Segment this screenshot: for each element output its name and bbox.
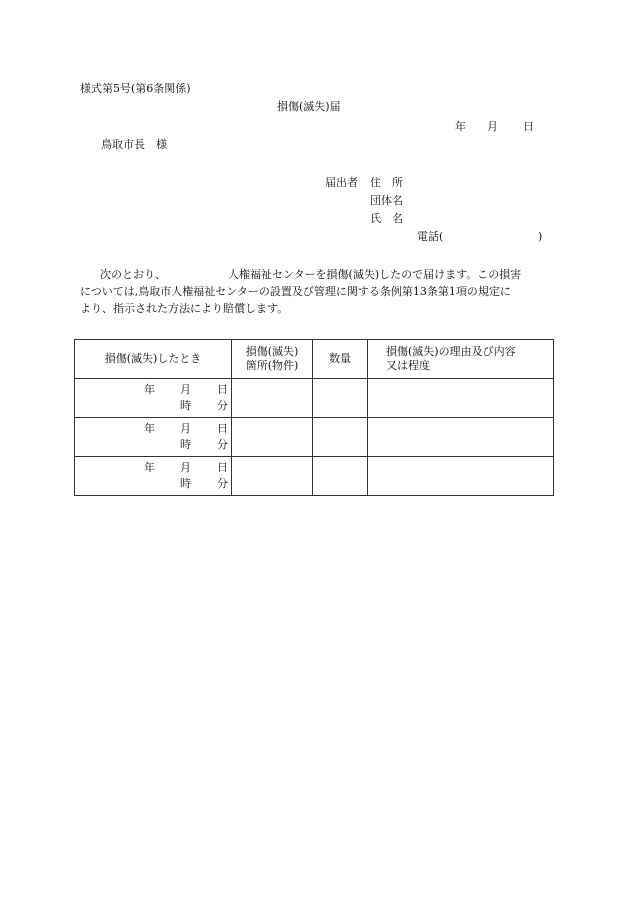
- form-number: 様式第5号(第6条関係): [80, 82, 191, 95]
- body-line-1-start: 次のとおり、: [100, 268, 166, 281]
- header-when: 損傷(滅失)したとき: [75, 340, 232, 379]
- hour-unit: 時: [180, 438, 191, 451]
- minute-unit: 分: [217, 438, 228, 451]
- header-quantity: 数量: [313, 340, 368, 379]
- organization-label: 団体名: [370, 194, 403, 207]
- reason-cell[interactable]: [368, 418, 554, 457]
- quantity-cell[interactable]: [313, 457, 368, 496]
- month-unit: 月: [180, 461, 191, 474]
- date-day-label: 日: [523, 120, 534, 133]
- name-label: 氏 名: [370, 212, 403, 225]
- header-location-line-1: 損傷(滅失): [245, 345, 299, 358]
- date-year-label: 年: [455, 120, 466, 133]
- location-cell[interactable]: [232, 379, 313, 418]
- header-location: [232, 340, 313, 379]
- location-cell[interactable]: [232, 418, 313, 457]
- hour-unit: 時: [180, 477, 191, 490]
- body-line-2: については,鳥取市人権福祉センターの設置及び管理に関する条例第13条第1項の規定に: [80, 285, 511, 298]
- body-line-1: [80, 266, 560, 283]
- when-cell[interactable]: [75, 457, 232, 496]
- quantity-cell[interactable]: [313, 379, 368, 418]
- notifier-label: 届出者: [325, 176, 358, 189]
- when-cell[interactable]: [75, 379, 232, 418]
- phone-close-paren: ): [538, 230, 543, 243]
- when-cell[interactable]: [75, 418, 232, 457]
- header-location-line-2: 箇所(物件): [245, 359, 299, 372]
- day-unit: 日: [217, 383, 228, 396]
- datetime-units: [89, 460, 229, 492]
- minute-unit: 分: [217, 399, 228, 412]
- datetime-units: [89, 421, 229, 453]
- phone-label: 電話(: [417, 230, 444, 243]
- datetime-units: [89, 382, 229, 414]
- body-paragraph: [80, 266, 560, 317]
- date-month-label: 月: [487, 120, 498, 133]
- quantity-cell[interactable]: [313, 418, 368, 457]
- header-reason-line-2: 又は程度: [386, 359, 430, 372]
- month-unit: 月: [180, 422, 191, 435]
- location-cell[interactable]: [232, 457, 313, 496]
- addressee: 鳥取市長 様: [101, 138, 167, 151]
- minute-unit: 分: [217, 477, 228, 490]
- hour-unit: 時: [180, 399, 191, 412]
- body-line-3: より、指示された方法により賠償します。: [80, 302, 289, 315]
- year-unit: 年: [144, 383, 155, 396]
- header-reason-line-1: 損傷(滅失)の理由及び内容: [386, 345, 516, 358]
- document-title: 損傷(滅失)届: [277, 100, 341, 113]
- body-line-1-end: 人権福祉センターを損傷(滅失)したので届けます。この損害: [228, 268, 522, 281]
- day-unit: 日: [217, 461, 228, 474]
- damage-table: [74, 339, 554, 496]
- table-row: [75, 379, 554, 418]
- address-label: 住 所: [370, 176, 403, 189]
- day-unit: 日: [217, 422, 228, 435]
- month-unit: 月: [180, 383, 191, 396]
- table-row: [75, 457, 554, 496]
- reason-cell[interactable]: [368, 379, 554, 418]
- year-unit: 年: [144, 422, 155, 435]
- table-header-row: [75, 340, 554, 379]
- table-row: [75, 418, 554, 457]
- reason-cell[interactable]: [368, 457, 554, 496]
- header-reason: [368, 340, 554, 379]
- year-unit: 年: [144, 461, 155, 474]
